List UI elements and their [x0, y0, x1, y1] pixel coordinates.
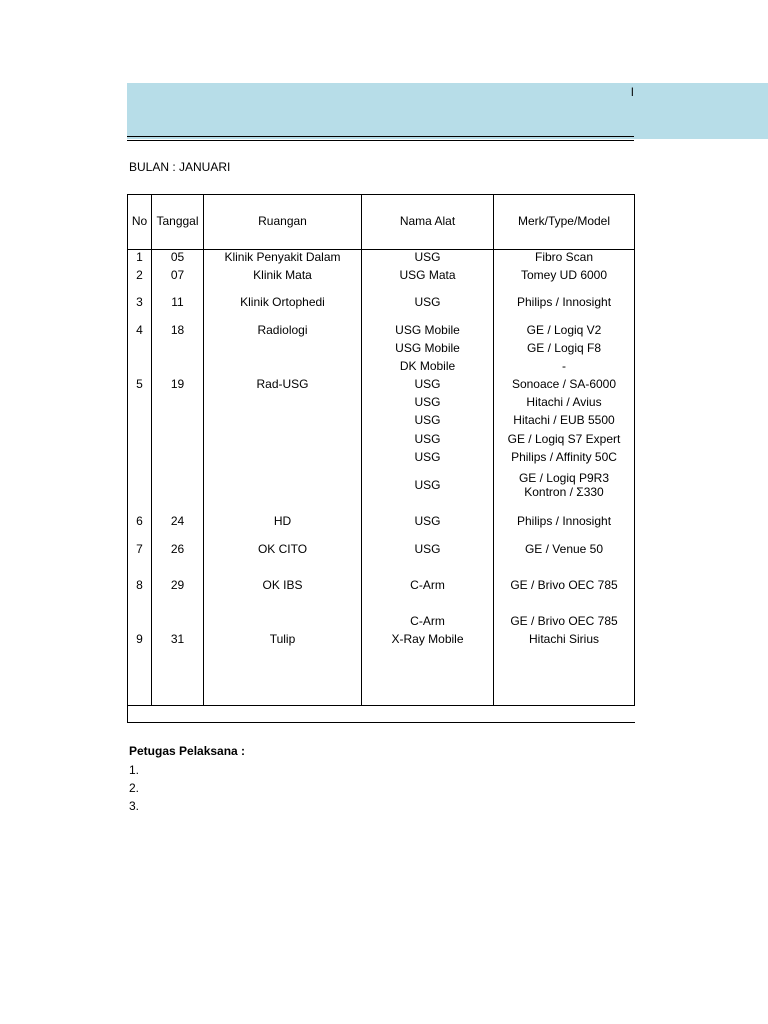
row-nama-alat: C-Arm	[410, 578, 445, 592]
row-merk: Hitachi Sirius	[528, 632, 600, 646]
row-no: 9	[136, 632, 143, 646]
row-ruangan: HD	[273, 514, 292, 528]
row-tanggal: 18	[170, 323, 185, 337]
row-ruangan: Tulip	[269, 632, 296, 646]
row-nama-alat: USG	[414, 250, 441, 264]
row-tanggal: 19	[170, 377, 185, 391]
row-ruangan: Radiologi	[257, 323, 308, 337]
row-tanggal: 29	[170, 578, 185, 592]
col-header-tanggal: Tanggal	[156, 214, 199, 228]
col-header-merk: Merk/Type/Model	[517, 214, 611, 228]
row-merk: Hitachi / Avius	[526, 395, 602, 409]
row-nama-alat: USG	[414, 542, 441, 556]
row-ruangan: Klinik Ortophedi	[240, 295, 325, 309]
row-no: 8	[136, 578, 143, 592]
row-nama-alat: USG Mata	[399, 268, 456, 282]
header-rule-top	[127, 136, 634, 137]
row-no: 4	[136, 323, 143, 337]
row-tanggal: 31	[170, 632, 185, 646]
petugas-title: Petugas Pelaksana :	[129, 744, 246, 758]
petugas-line: 3.	[129, 799, 140, 813]
col-header-nama-alat: Nama Alat	[399, 214, 456, 228]
row-no: 2	[136, 268, 143, 282]
row-merk: Fibro Scan	[534, 250, 594, 264]
row-merk: GE / Brivo OEC 785	[510, 614, 618, 628]
row-nama-alat: USG Mobile	[395, 323, 460, 337]
row-nama-alat: C-Arm	[410, 614, 445, 628]
petugas-line: 2.	[129, 781, 140, 795]
table-body-bottom-border	[127, 705, 635, 706]
row-ruangan: OK CITO	[257, 542, 308, 556]
table-right-border	[634, 194, 635, 705]
row-ruangan: OK IBS	[262, 578, 303, 592]
row-merk: GE / Logiq F8	[526, 341, 602, 355]
row-ruangan: Klinik Penyakit Dalam	[224, 250, 341, 264]
row-tanggal: 07	[170, 268, 185, 282]
row-nama-alat: DK Mobile	[399, 359, 456, 373]
row-merk: Kontron / Σ330	[524, 485, 604, 499]
row-nama-alat: USG	[414, 478, 441, 492]
row-no: 6	[136, 514, 143, 528]
row-nama-alat: USG	[414, 432, 441, 446]
row-tanggal: 24	[170, 514, 185, 528]
row-merk: GE / Brivo OEC 785	[510, 578, 618, 592]
row-nama-alat: USG	[414, 377, 441, 391]
row-tanggal: 11	[171, 295, 184, 309]
row-merk: -	[562, 359, 566, 373]
header-rule-bottom	[127, 140, 634, 141]
row-no: 3	[136, 295, 143, 309]
row-nama-alat: USG	[414, 514, 441, 528]
row-nama-alat: USG	[414, 413, 441, 427]
row-merk: Tomey UD 6000	[520, 268, 608, 282]
row-nama-alat: USG	[414, 295, 441, 309]
col-header-no: No	[131, 214, 148, 228]
row-nama-alat: X-Ray Mobile	[391, 632, 464, 646]
row-merk: Hitachi / EUB 5500	[513, 413, 615, 427]
header-band	[127, 83, 768, 139]
row-no: 5	[136, 377, 143, 391]
row-merk: Philips / Innosight	[516, 295, 612, 309]
row-ruangan: Klinik Mata	[253, 268, 312, 282]
row-no: 1	[136, 250, 143, 264]
row-nama-alat: USG	[414, 450, 441, 464]
row-nama-alat: USG	[414, 395, 441, 409]
row-merk: Sonoace / SA-6000	[511, 377, 617, 391]
row-no: 7	[136, 542, 143, 556]
row-merk: GE / Logiq P9R3	[518, 471, 610, 485]
row-merk: GE / Logiq S7 Expert	[507, 432, 621, 446]
table-footer-bottom-border	[127, 722, 635, 723]
row-tanggal: 05	[170, 250, 185, 264]
row-tanggal: 26	[170, 542, 185, 556]
month-label: BULAN : JANUARI	[129, 160, 231, 174]
row-merk: Philips / Affinity 50C	[511, 450, 617, 464]
row-merk: Philips / Innosight	[516, 514, 612, 528]
petugas-line: 1.	[129, 763, 140, 777]
row-merk: GE / Logiq V2	[526, 323, 602, 337]
header-fragment-text: l	[631, 85, 634, 99]
col-header-ruangan: Ruangan	[258, 214, 307, 228]
row-ruangan: Rad-USG	[256, 377, 309, 391]
row-merk: GE / Venue 50	[524, 542, 604, 556]
row-nama-alat: USG Mobile	[395, 341, 460, 355]
